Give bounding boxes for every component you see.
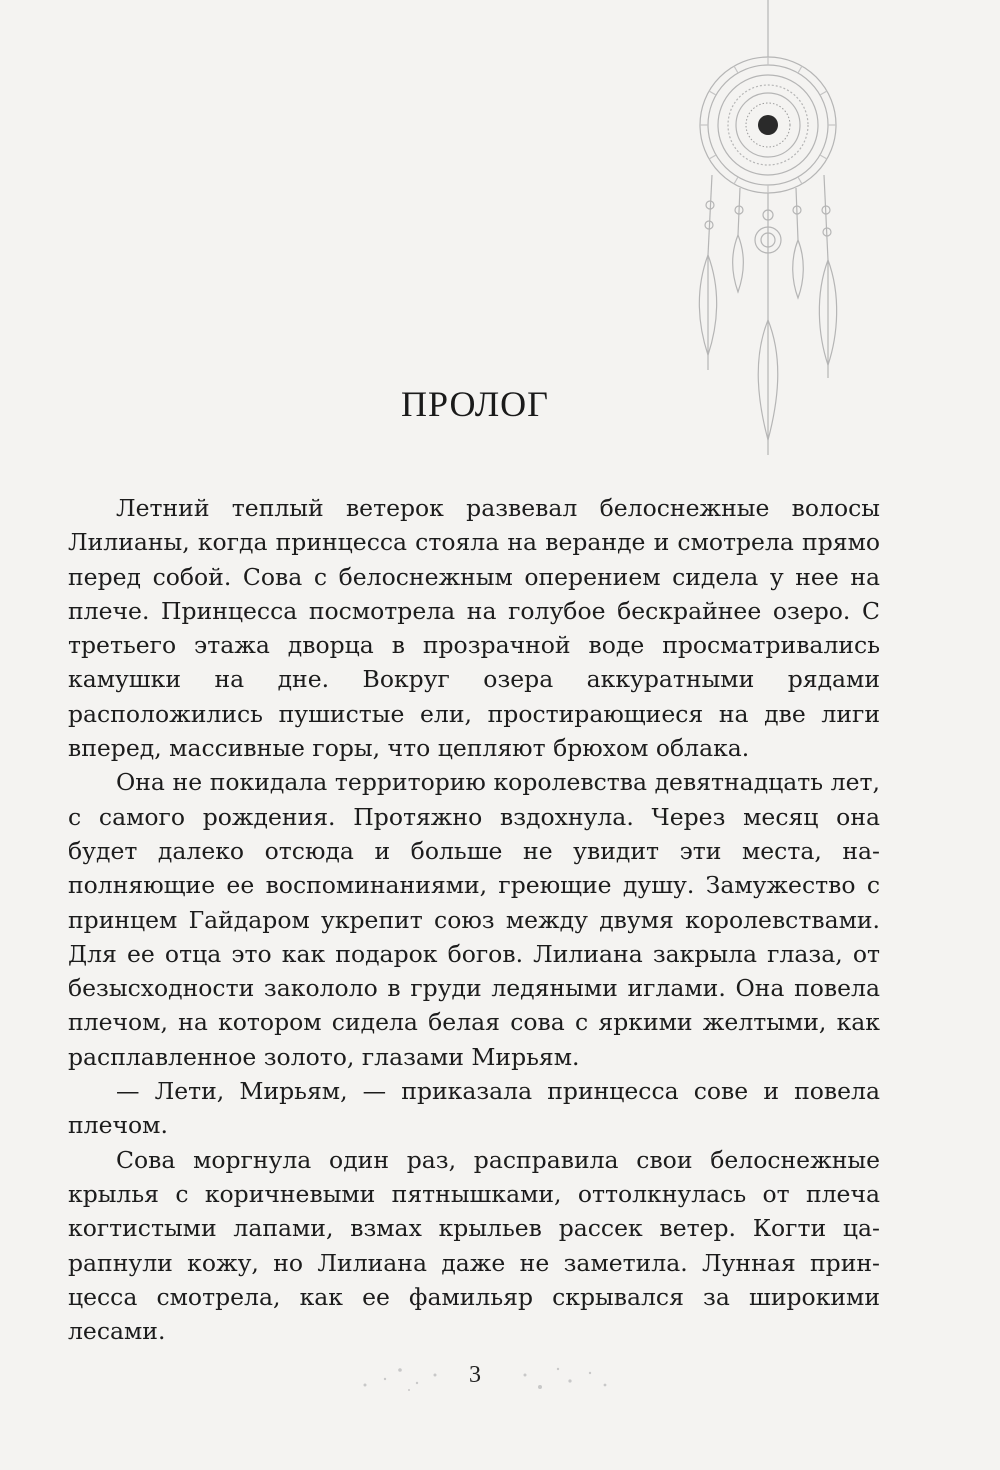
paragraph-1: Летний теплый ветерок развевал белоснежные волосы Лилианы, когда принцесса стояла на веранде и смотрела прямо перед собой. Сова с белоснежным оперением сидела у нее на плече. Принцесса посмотрела на голубое бескрайнее озеро. С третьего этажа дворца в прозрачной воде просматривались камушки на дне. Вокруг озера аккуратными рядами расположились пушистые ели, простирающиеся на две лиги вперед, массивные горы, что цепляют брюхом облака. (68, 494, 880, 763)
paragraph-4: Сова моргнула один раз, расправила свои белоснежные крылья с коричневыми пятнышками, оттолкнулась от плеча когтистыми лапами, взмах крыльев рассек ветер. Когти царапнули кожу, но Лилиана даже не заметила. Лунная принцесса смотрела, как ее фамильяр скрывался за широкими лесами. (68, 1145, 880, 1346)
chapter-title: ПРОЛОГ (401, 384, 549, 424)
sparkle-ornament-icon (345, 1355, 455, 1395)
paragraph-2: Она не покидала территорию королевства девятнадцать лет, с самого рождения. Протяжно вздохнула. Через месяц она будет далеко отсюда и больше не увидит эти места, наполняющие ее воспоминаниями, греющие душу. Замужество с принцем Гайдаром укрепит союз между двумя королевствами. Для ее отца это как подарок богов. Лилиана закрыла глаза, от безысходности закололо в груди ледяными иглами. Она повела плечом, на котором сидела белая сова с яркими желтыми, как расплавленное золото, глазами Мирьям. (68, 768, 880, 1071)
page-number: 3 (469, 1362, 481, 1388)
paragraph-3-dialogue: — Лети, Мирьям, — приказала принцесса сове и повела плечом. (68, 1077, 880, 1140)
sparkle-ornament-icon (510, 1355, 620, 1395)
body-text (68, 491, 880, 1348)
